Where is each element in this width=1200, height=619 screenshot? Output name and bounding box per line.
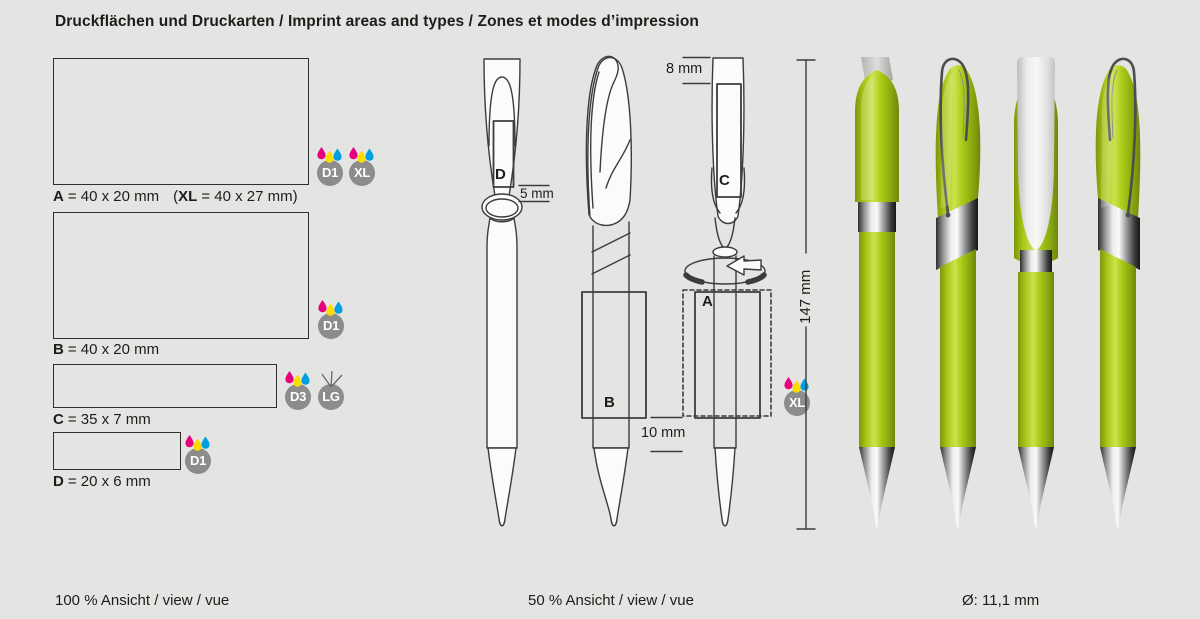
cyan-drop [301, 373, 309, 385]
dim-5mm: 5 mm [520, 186, 554, 201]
pen-technical-drawing [455, 50, 825, 550]
dim-8mm: 8 mm [666, 61, 703, 77]
barrel [487, 218, 517, 448]
barrel [1018, 272, 1054, 447]
print-type-badge-xl [347, 147, 377, 186]
cyan-drop [365, 149, 373, 161]
twist-band-top [592, 233, 630, 252]
badge-label: LG [318, 384, 344, 410]
imprint-area-label-a [53, 188, 298, 205]
pen-photo-side [936, 59, 981, 528]
zone-rect-xl-dashed [683, 290, 771, 416]
badge-label: D3 [285, 384, 311, 410]
area-dim: = 40 x 20 mm [67, 341, 160, 358]
tip-cone [594, 448, 628, 526]
badge-label: D1 [318, 313, 344, 339]
tip-cone [1018, 447, 1054, 528]
caption-diameter: Ø: 11,1 mm [962, 592, 1040, 609]
dim-10mm: 10 mm [641, 425, 686, 441]
barrel [714, 256, 736, 448]
pen-front-view [482, 59, 549, 526]
area-dim: = 20 x 6 mm [67, 473, 151, 490]
magenta-drop [318, 300, 326, 312]
magenta-drop [185, 435, 193, 447]
cap-lip-inner [486, 199, 518, 217]
tip-cone [488, 448, 516, 526]
area-dim: = 40 x 20 mm [67, 188, 160, 205]
cap-outline [588, 58, 631, 226]
pen-photo-side-mirrored [1096, 59, 1141, 528]
magenta-drop [285, 371, 293, 383]
tip-cone [1100, 447, 1136, 528]
cap-highlight [861, 75, 873, 200]
pen-back-view [683, 58, 771, 526]
imprint-area-label-c [53, 411, 151, 428]
zone-label-c: C [719, 172, 730, 189]
cyan-drop [201, 437, 209, 449]
magenta-drop [349, 147, 357, 159]
tip-cone [715, 448, 735, 526]
badge-label: XL [349, 160, 375, 186]
rotation-ring-thick-right [748, 275, 764, 282]
pen-photo-front [855, 57, 899, 528]
barrel [1100, 249, 1136, 447]
area-xl-dim: = 40 x 27 mm) [201, 188, 298, 205]
imprint-area-rect-a [53, 58, 309, 185]
imprint-area-label-d [53, 473, 151, 490]
tip-cone [940, 447, 976, 528]
area-key: B [53, 341, 64, 358]
page-title: Druckflächen und Druckarten / Imprint areas and types / Zones et modes d’impression [55, 13, 699, 30]
imprint-area-rect-c [53, 364, 277, 408]
print-type-badge-d1 [183, 435, 213, 474]
zone-label-b: B [604, 394, 615, 411]
tip-cone [859, 447, 895, 528]
print-type-badge-lg [316, 371, 346, 410]
area-key: A [53, 188, 64, 205]
badge-label: D1 [317, 160, 343, 186]
area-xl-key: XL [178, 188, 198, 205]
barrel [593, 222, 629, 448]
imprint-area-rect-b [53, 212, 309, 339]
twist-band-bottom [592, 255, 630, 274]
area-dim: = 35 x 7 mm [67, 411, 151, 428]
print-type-badge-d1 [315, 147, 345, 186]
imprint-area-rect-d [53, 432, 181, 470]
neck-ring [713, 247, 737, 257]
pen-side-view [582, 56, 682, 525]
caption-100-percent-view: 100 % Ansicht / view / vue [55, 592, 230, 609]
badge-label: XL [784, 390, 810, 416]
print-type-badge-d3 [283, 371, 313, 410]
area-key: D [53, 473, 64, 490]
zone-rect-a [695, 292, 760, 418]
rotation-ring-thick-left [686, 275, 702, 282]
area-xl-paren: ( [173, 188, 179, 205]
area-key: C [53, 411, 64, 428]
zone-label-a: A [702, 293, 713, 310]
chrome-ring [858, 202, 896, 232]
cyan-drop [334, 302, 342, 314]
magenta-drop [317, 147, 325, 159]
imprint-area-label-b [53, 341, 159, 358]
pen-product-photos [830, 50, 1170, 550]
badge-label: D1 [185, 448, 211, 474]
cyan-drop [333, 149, 341, 161]
barrel [859, 232, 895, 447]
zone-label-d: D [495, 166, 506, 183]
pen-photo-back [1014, 57, 1058, 528]
dim-147mm: 147 mm [797, 269, 814, 324]
print-type-badge-d1 [316, 300, 346, 339]
wire-clip-end [946, 213, 951, 218]
wire-clip-end [1126, 213, 1131, 218]
barrel [940, 249, 976, 447]
caption-50-percent-view: 50 % Ansicht / view / vue [528, 592, 694, 609]
